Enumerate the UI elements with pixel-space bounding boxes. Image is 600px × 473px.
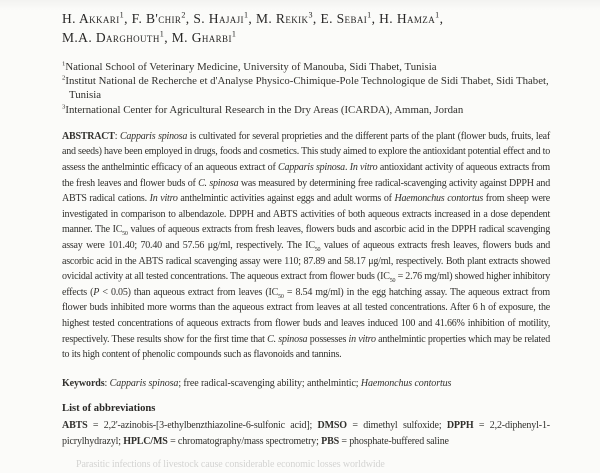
affiliations-block <box>62 60 550 117</box>
affiliation-2: $^2$Institut National de Recherche et d'Analyse Physico-Chimique-Pole Technologique de Sidi Thabet, Sidi Thabet, Tunisia <box>62 74 549 102</box>
abbreviations-paragraph: ABTS = 2,2'-azinobis-[3-ethylbenzthiazoline-6-sulfonic acid]; DMSO = dimethyl sulfoxide; DPPH = 2,2-diphenyl-1-picrylhydrazyl; HPLC/MS = chromatography/mass spectrometry; PBS = phosphate-buffered saline <box>62 419 550 447</box>
affiliation-1: $^1$National School of Veterinary Medicine, University of Manouba, Sidi Thabet, Tunisia <box>62 60 437 73</box>
abbreviations-heading: List of abbreviations <box>62 402 156 414</box>
abstract-paragraph: ABSTRACT: Capparis spinosa is cultivated for several proprieties and the different parts of the plant (flower buds, fruits, leaf and seeds) have been employed in drugs, foods and cosmetics. This study aimed to explore the antioxidant potential effect and to assess the anthelmintic efficacy of an aqueous extract of Capparis spinosa. In vitro antioxidant activity of aqueous extracts from the fresh leaves and flower buds of C. spinosa was measured by determining free radical-scavenging activity against DPPH and ABTS radical cations. In vitro anthelmintic activities against eggs and adult worms of Haemonchus contortus from sheep were investigated in comparison to albendazole. DPPH and ABTS activities of both aqueous extracts increased in a dose dependent manner. The $IC_{50}$ values of aqueous extracts from fresh leaves, flowers buds and ascorbic acid in the DPPH radical scavenging assay were 101.40; 70.40 and 57.56 μg/ml, respectively. The $IC_{50}$ values of aqueous extracts fresh leaves, flowers buds and ascorbic acid in the ABTS radical scavenging assay were 110; 87.89 and 58.17 μg/ml, respectively. Both plant extracts showed ovicidal activity at all tested concentrations. The aqueous extract from flower buds ($IC_{50} = 2.76$ mg/ml) showed higher inhibitory effects (P < 0.05) than aqueous extract from leaves ($IC_{50} = 8.54$ mg/ml) in the egg hatching assay. The aqueous extract from flower buds inhibited more worms than the aqueous extract from leaves at all tested concentrations. After 6 h of exposure, the highest tested concentrations of aqueous extracts from flower buds and leaves induced 100 and 41.66% inhibition of motility, respectively. These results show for the first time that C. spinosa possesses in vitro anthelmintic properties which may be related to its high content of phenolic compounds such as flavonoids and tannins. <box>62 130 551 361</box>
keywords-line: Keywords: Capparis spinosa; free radical-scavenging ability; anthelmintic; Haemonchus contortus <box>62 377 452 389</box>
author-line: H. Akkari$^1$, F. B'chir$^2$, S. Hajaji$^1$, M. Rekik$^3$, E. Sebai$^1$, H. Hamza$^1$, M.A. Darghouth$^1$, M. Gharbi$^1$ <box>62 10 444 45</box>
affiliation-3: $^3$International Center for Agricultural Research in the Dry Areas (ICARDA), Amman, Jordan <box>62 103 464 116</box>
intro-partial-line: Parasitic infections of livestock cause considerable economic losses worldwide <box>76 459 385 471</box>
